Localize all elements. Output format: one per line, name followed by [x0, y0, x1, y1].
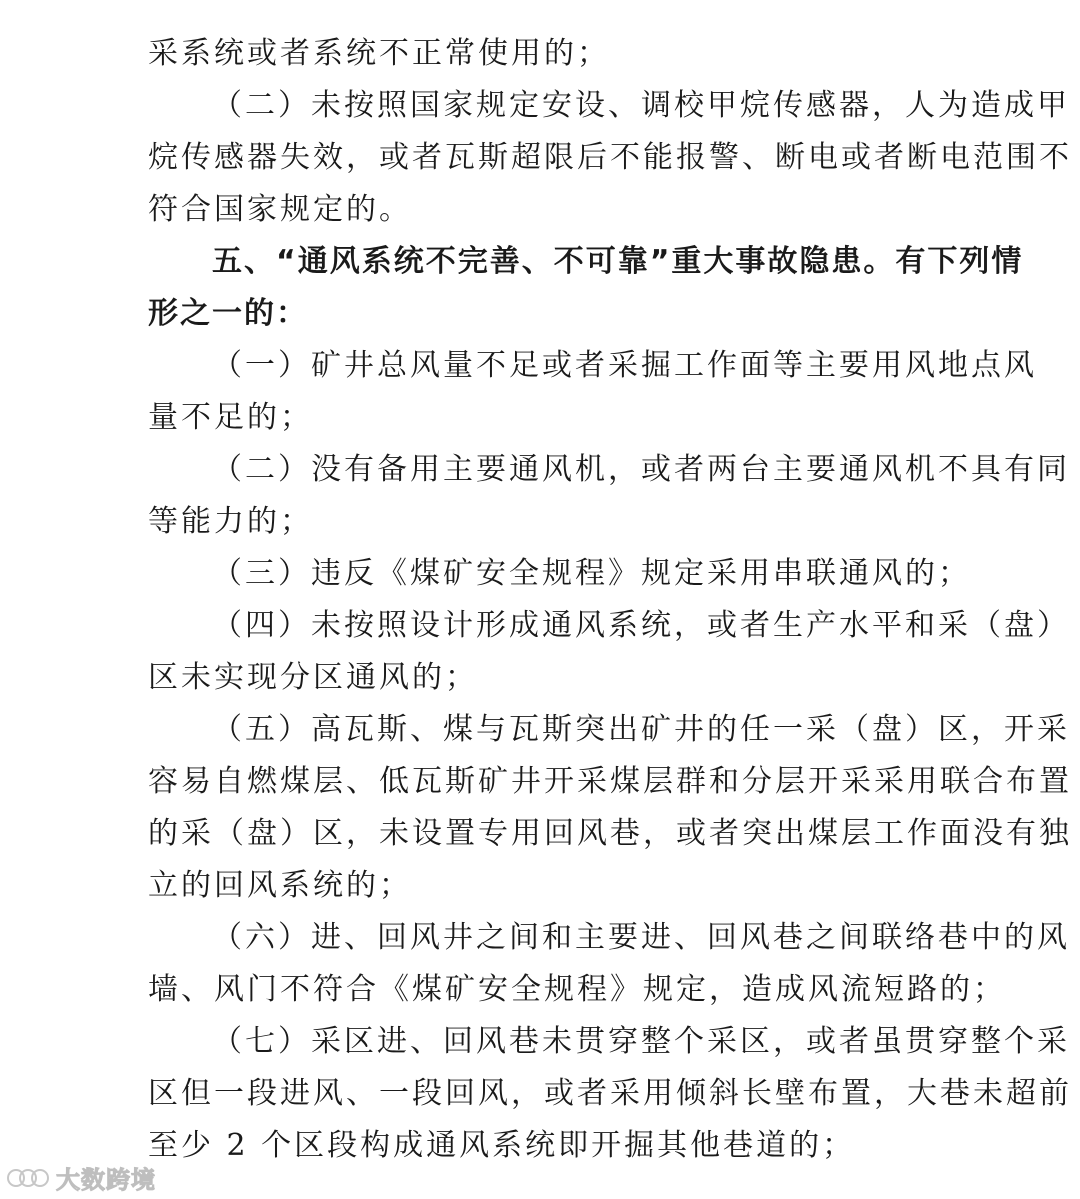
text-line: 区但一段进风、一段回风，或者采用倾斜长壁布置，大巷未超前: [148, 1076, 1072, 1111]
text-line: （三）违反《煤矿安全规程》规定采用串联通风的；: [212, 556, 971, 591]
text-line: 量不足的；: [148, 400, 313, 435]
text-line: 区未实现分区通风的；: [148, 660, 478, 695]
watermark: [6, 1160, 156, 1194]
text-line: （二）没有备用主要通风机，或者两台主要通风机不具有同: [212, 452, 1070, 487]
text-line: （七）采区进、回风巷未贯穿整个采区，或者虽贯穿整个采: [212, 1024, 1070, 1059]
text-line: 至少 2 个区段构成通风系统即开掘其他巷道的；: [148, 1128, 856, 1163]
text-line: 采系统或者系统不正常使用的；: [148, 36, 610, 71]
text-line: 的采（盘）区，未设置专用回风巷，或者突出煤层工作面没有独: [148, 816, 1072, 851]
text-line: 立的回风系统的；: [148, 868, 412, 903]
text-line: 符合国家规定的。: [148, 192, 412, 227]
section-heading-cont: 形之一的：: [148, 296, 308, 331]
text-line: （一）矿井总风量不足或者采掘工作面等主要用风地点风: [212, 348, 1037, 383]
text-line: 容易自燃煤层、低瓦斯矿井开采煤层群和分层开采采用联合布置: [148, 764, 1072, 799]
text-line: （四）未按照设计形成通风系统，或者生产水平和采（盘）: [212, 608, 1070, 643]
section-heading: 五、“通风系统不完善、不可靠”重大事故隐患。有下列情: [212, 244, 1024, 279]
watermark-logo-icon: [6, 1162, 50, 1192]
text-line: （二）未按照国家规定安设、调校甲烷传感器，人为造成甲: [212, 88, 1070, 123]
text-line: （五）高瓦斯、煤与瓦斯突出矿井的任一采（盘）区，开采: [212, 712, 1070, 747]
text-line: 墙、风门不符合《煤矿安全规程》规定，造成风流短路的；: [148, 972, 1006, 1007]
text-line: 烷传感器失效，或者瓦斯超限后不能报警、断电或者断电范围不: [148, 140, 1072, 175]
text-line: （六）进、回风井之间和主要进、回风巷之间联络巷中的风: [212, 920, 1070, 955]
watermark-text: 大数跨境: [56, 1165, 156, 1194]
text-line: 等能力的；: [148, 504, 313, 539]
